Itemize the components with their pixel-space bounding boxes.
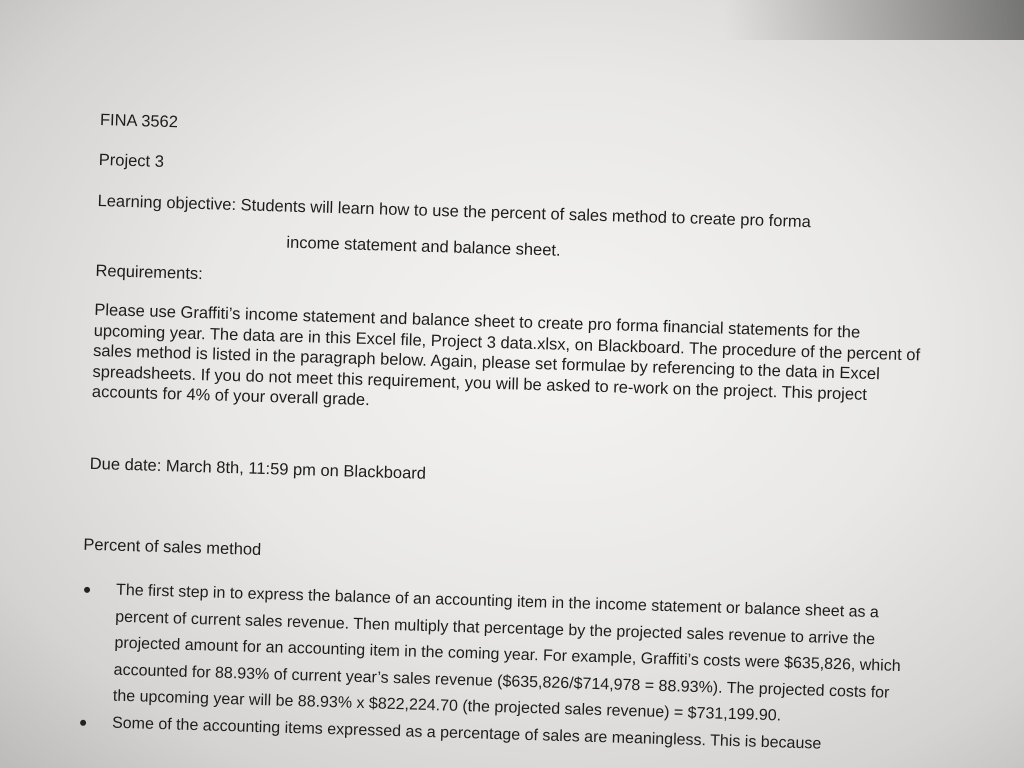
bullet-text: Some of the accounting items expressed as a percentage of sales are meaningless. This is because [111, 714, 822, 753]
method-heading: Percent of sales method [83, 535, 262, 559]
learning-objective-label: Learning objective: [97, 191, 237, 215]
requirements-paragraph: Please use Graffiti’s income statement and balance sheet to create pro forma financial statements for the upcoming year. The data are in this Excel file, Project 3 data.xlsx, on Blackboard. The procedure of the percent of sales method is listed in the paragraph below. Again, please set formulae by referencing to the data in Excel spreadsheets. If you do not meet this requirement, you will be asked to re-work on the project. This project accounts for 4% of your overall grade. [91, 300, 921, 410]
method-bullet-list [78, 577, 912, 761]
learning-objective-line2: income statement and balance sheet. [286, 233, 561, 260]
list-item [79, 577, 913, 734]
bullet-icon [80, 719, 86, 725]
due-date: Due date: March 8th, 11:59 pm on Blackboard [89, 454, 427, 483]
course-code: FINA 3562 [99, 111, 179, 132]
project-title: Project 3 [98, 150, 165, 171]
bullet-text: The first step in to express the balance of an accounting item in the income statement or balance sheet as a percent of current sales revenue. Then multiply that percentage by the projected sales revenue to arrive the projected amount for an accounting item in the coming year. For example, Graffiti’s costs were $635,826, which accounted for 88.93% of current year’s sales revenue ($635,826/$714,978 = 88.93%). The projected costs for the upcoming year will be 88.93% x $822,224.70 (the projected sales revenue) = $731,199.90. [112, 581, 901, 725]
bullet-icon [84, 587, 90, 593]
learning-objective-line1 [97, 192, 811, 232]
learning-objective-text: Students will learn how to use the percent of sales method to create pro forma [240, 196, 812, 232]
requirements-heading: Requirements: [95, 261, 204, 284]
